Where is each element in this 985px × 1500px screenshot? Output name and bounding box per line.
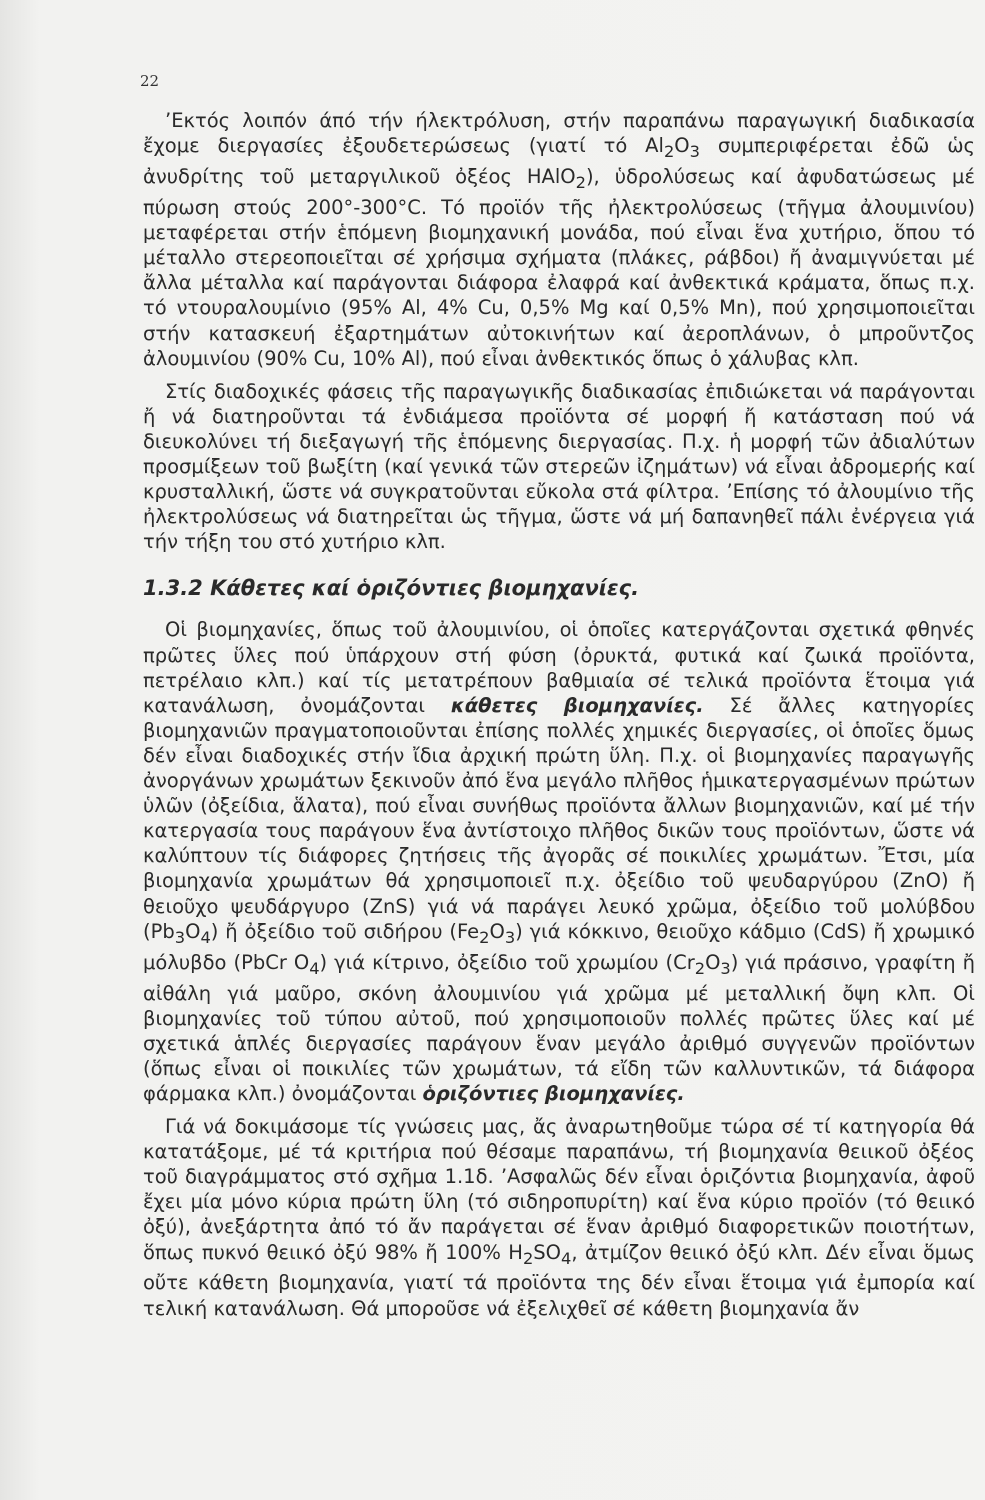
- subscript: 3: [174, 927, 186, 947]
- subscript: 2: [575, 172, 586, 192]
- paragraph-vertical-horizontal: [143, 617, 975, 1106]
- subscript: 2: [522, 1248, 534, 1268]
- text-run: ) γιά κόκκινο, θειοῦχο κάδμιο (CdS) ἤ χρωμικό μόλυβδο (PbCr O: [143, 919, 975, 974]
- paragraph-intermediate-products: Στίς διαδοχικές φάσεις τῆς παραγωγικῆς διαδικασίας ἐπιδιώκεται νά παράγονται ἤ νά διατηροῦνται τά ἐνδιάμεσα προϊόντα σέ μορφή ἤ κατάσταση πού νά διευκολύνει τή διεξαγωγή τῆς ἑπόμενης διεργασίας. Π.χ. ἡ μορφή τῶν ἀδιαλύτων προσμίξεων τοῦ βωξίτη (καί γενικά τῶν στερεῶν ἰζημάτων) νά εἶναι ἀδρομερής καί κρυσταλλική, ὥστε νά συγκρατοῦνται εὔκολα στά φίλτρα. ’Επίσης τό ἀλουμίνιο τῆς ἠλεκτρολύσεως νά διατηρεῖται ὡς τῆγμα, ὥστε νά μή δαπανηθεῖ πάλι ἐνέργεια γιά τήν τήξη του στό χυτήριο κλπ.: [143, 379, 975, 554]
- text-run: O: [489, 919, 505, 943]
- text-run: ) γιά κίτρινο, ὀξείδιο τοῦ χρωμίου (Cr: [319, 950, 695, 974]
- page-body: [143, 108, 975, 1321]
- text-run: συμπεριφέρεται ἐδῶ ὡς ἀνυδρίτης τοῦ μεταργιλικοῦ ὀξέος HAlO: [143, 134, 975, 189]
- text-run: O: [674, 134, 690, 158]
- text-run: O: [185, 919, 201, 943]
- paragraph-sulfuric-acid: [143, 1114, 975, 1321]
- text-run: Γιά νά δοκιμάσομε τίς γνώσεις μας, ἄς ἀναρωτηθοῦμε τώρα σέ τί κατηγορία θά κατατάξομε, μέ τά κριτήρια πού θέσαμε παραπάνω, τή βιομηχανία θειικοῦ ὀξέος τοῦ διαγράμματος στό σχῆμα 1.1δ. ’Ασφαλῶς δέν εἶναι ὁριζόντια βιομηχανία, ἀφοῦ ἔχει μία μόνο κύρια πρώτη ὕλη (τό σιδηροπυρίτη) καί ἕνα κύριο προϊόν (τό θειικό ὀξύ), ἀνεξάρτητα ἀπό τό ἄν παράγεται σέ ἕναν ἀριθμό διαφορετικῶν ποιοτήτων, ὅπως πυκνό θειικό ὀξύ 98% ἤ 100% H: [143, 1115, 975, 1264]
- subscript: 3: [720, 958, 731, 978]
- subscript: 3: [504, 927, 516, 947]
- text-run: Οἱ βιομηχανίες, ὅπως τοῦ ἀλουμινίου, οἱ ὁποῖες κατεργάζονται σχετικά φθηνές πρῶτες ὕλες πού ὑπάρχουν στή φύση (ὀρυκτά, φυτικά καί ζωικά προϊόντα, πετρέλαιο κλπ.) καί τίς μετατρέπουν βαθμιαία σέ τελικά προϊόντα ἕτοιμα γιά κατανάλωση, ὀνομάζονται: [143, 618, 975, 717]
- text-run: O: [705, 950, 721, 974]
- text-run: , ἀτμίζον θειικό ὀξύ κλπ. Δέν εἶναι ὅμως οὔτε κάθετη βιομηχανία, γιατί τά προϊόντα της δέν εἶναι ἕτοιμα γιά ἐμπορία καί τελική κατανάλωση. Θά μποροῦσε νά ἐξελιχθεῖ σέ κάθετη βιομηχανία ἄν: [143, 1240, 975, 1320]
- subscript: 3: [689, 141, 700, 161]
- text-run: SO: [533, 1240, 562, 1264]
- text-run: ), ὑδρολύσεως καί ἀφυδατώσεως μέ πύρωση στούς 200°-300°C. Τό προϊόν τῆς ἠλεκτρολύσεως (τῆγμα ἀλουμινίου) μεταφέρεται στήν ἑπόμενη βιομηχανική μονάδα, πού εἶναι ἕνα χυτήριο, ὅπου τό μέταλλο στερεοποιεῖται σέ χρήσιμα σχήματα (πλάκες, ράβδοι) ἤ ἀναμιγνύεται μέ ἄλλα μέταλλα καί παράγονται διάφορα ἐλαφρά καί ἀνθεκτικά κράματα, ὅπως π.χ. τό ντουραλουμίνιο (95% Al, 4% Cu, 0,5% Mg καί 0,5% Mn), πού χρησιμοποιεῖται στήν κατασκευή ἐξαρτημάτων αὐτοκινήτων καί ἀεροπλάνων, ὁ μπροῦντζος ἀλουμινίου (90% Cu, 10% Al), πού εἶναι ἀνθεκτικός ὅπως ὁ χάλυβας κλπ.: [143, 165, 975, 370]
- term-vertical-industries: κάθετες βιομηχανίες.: [450, 693, 704, 717]
- term-horizontal-industries: ὁριζόντιες βιομηχανίες.: [422, 1081, 685, 1105]
- text-run: ’Εκτός λοιπόν άπό τήν ήλεκτρόλυση, στήν παραπάνω παραγωγική διαδικασία ἔχομε διεργασίες ἐξουδετερώσεως (γιατί τό Al: [143, 109, 975, 158]
- section-heading: [143, 576, 975, 601]
- subscript: 2: [694, 958, 706, 978]
- subscript: 2: [663, 141, 675, 161]
- text-run: ) ἤ ὀξείδιο τοῦ σιδήρου (Fe: [210, 919, 480, 943]
- subscript: 4: [200, 927, 211, 947]
- subscript: 2: [479, 927, 490, 947]
- paragraph-electrolysis: [143, 108, 975, 371]
- section-number: 1.3.2: [143, 576, 203, 601]
- subscript: 4: [309, 958, 320, 978]
- subscript: 4: [561, 1248, 572, 1268]
- section-title: Κάθετες καί ὁριζόντιες βιομηχανίες.: [210, 576, 640, 601]
- text-run: Σέ ἄλλες κατηγορίες βιομηχανιῶν πραγματοποιοῦνται ἐπίσης πολλές χημικές διεργασίες, οἱ ὁποῖες ὅμως δέν εἶναι διαδοχικές στήν ἴδια ἀρχική πρώτη ὕλη. Π.χ. οἱ βιομηχανίες παραγωγῆς ἀνοργάνων χρωμάτων ξεκινοῦν ἀπό ἕνα μεγάλο πλῆθος ἡμικατεργασμένων πρώτων ὑλῶν (ὀξείδια, ἅλατα), πού εἶναι συνήθως προϊόντα ἄλλων βιομηχανιῶν, καί μέ τήν κατεργασία τους παράγουν ἕνα ἀντίστοιχο πλῆθος δικῶν τους προϊόντων, ὥστε νά καλύπτουν τίς διάφορες ζητήσεις τῆς ἀγορᾶς σέ ποικιλίες χρωμάτων. Ἔτσι, μία βιομηχανία χρωμάτων θά χρησιμοποιεῖ π.χ. ὀξείδιο τοῦ ψευδαργύρου (ZnO) ἤ θειοῦχο ψευδάργυρο (ZnS) γιά νά παράγει λευκό χρῶμα, ὀξείδιο τοῦ μολύβδου (Pb: [143, 693, 975, 943]
- text-run: ) γιά πράσινο, γραφίτη ἤ αἰθάλη γιά μαῦρο, σκόνη ἀλουμινίου γιά χρῶμα μέ μεταλλική ὄψη κλπ. Οἱ βιομηχανίες τοῦ τύπου αὐτοῦ, πού χρησιμοποιοῦν πολλές πρῶτες ὕλες καί μέ σχετικά ἁπλές διεργασίες παράγουν ἕναν μεγάλο ἀριθμό συγγενῶν προϊόντων (ὅπως εἶναι οἱ ποικιλίες τῶν χρωμάτων, τά εἴδη τῶν καλλυντικῶν, τά διάφορα φάρμακα κλπ.) ὀνομάζονται: [143, 950, 975, 1105]
- page-number: 22: [140, 72, 160, 90]
